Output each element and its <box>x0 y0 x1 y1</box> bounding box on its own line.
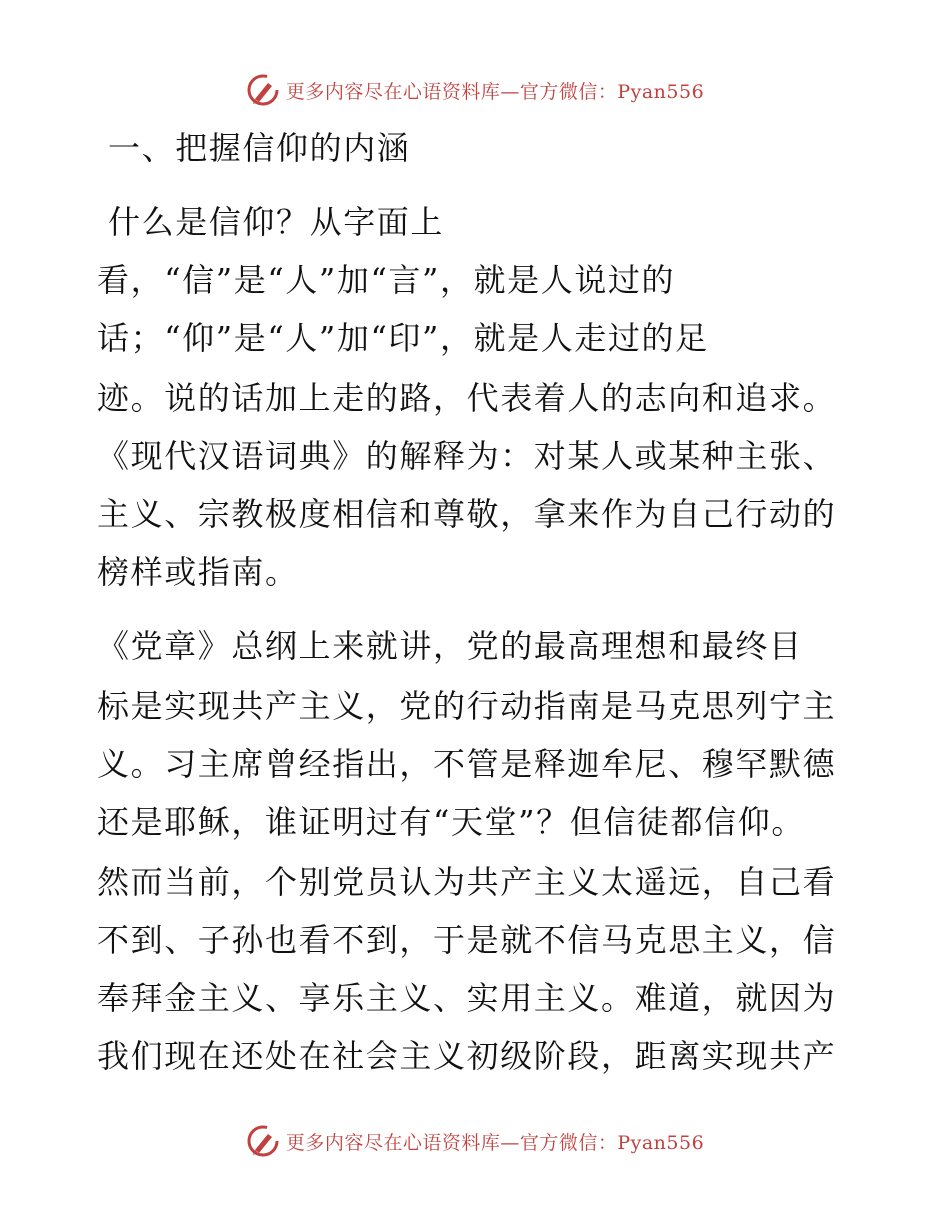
section-heading: 一、把握信仰的内涵 <box>108 129 411 167</box>
paragraph-line: 义。习主席曾经指出，不管是释迦牟尼、穆罕默德 <box>97 745 837 783</box>
pen-logo-icon <box>246 1124 280 1158</box>
footer-watermark <box>0 1121 950 1161</box>
watermark-text: 更多内容尽在心语资料库—官方微信：Pyan556 <box>285 80 705 103</box>
paragraph-line: 标是实现共产主义，党的行动指南是马克思列宁主 <box>97 687 837 725</box>
paragraph-line: 《党章》总纲上来就讲，党的最高理想和最终目 <box>97 627 803 665</box>
paragraph-line: 《现代汉语词典》的解释为：对某人或某种主张、 <box>97 437 837 475</box>
paragraph-line: 看，“信”是“人”加“言”，就是人说过的 <box>97 261 676 299</box>
watermark-text: 更多内容尽在心语资料库—官方微信：Pyan556 <box>285 1131 705 1154</box>
paragraph-line: 我们现在还处在社会主义初级阶段，距离实现共产 <box>97 1037 837 1075</box>
paragraph-line: 还是耶稣，谁证明过有“天堂”？但信徒都信仰。 <box>97 803 805 841</box>
paragraph-line: 话；“仰”是“人”加“印”，就是人走过的足 <box>97 319 709 357</box>
paragraph-line: 什么是信仰？从字面上 <box>108 203 445 241</box>
paragraph-line: 奉拜金主义、享乐主义、实用主义。难道，就因为 <box>97 979 837 1017</box>
paragraph-line: 榜样或指南。 <box>97 553 299 591</box>
paragraph-line: 然而当前，个别党员认为共产主义太遥远，自己看 <box>97 863 837 901</box>
paragraph-line: 迹。说的话加上走的路，代表着人的志向和追求。 <box>97 379 837 417</box>
paragraph-line: 主义、宗教极度相信和尊敬，拿来作为自己行动的 <box>97 495 837 533</box>
paragraph-line: 不到、子孙也看不到，于是就不信马克思主义，信 <box>97 921 837 959</box>
